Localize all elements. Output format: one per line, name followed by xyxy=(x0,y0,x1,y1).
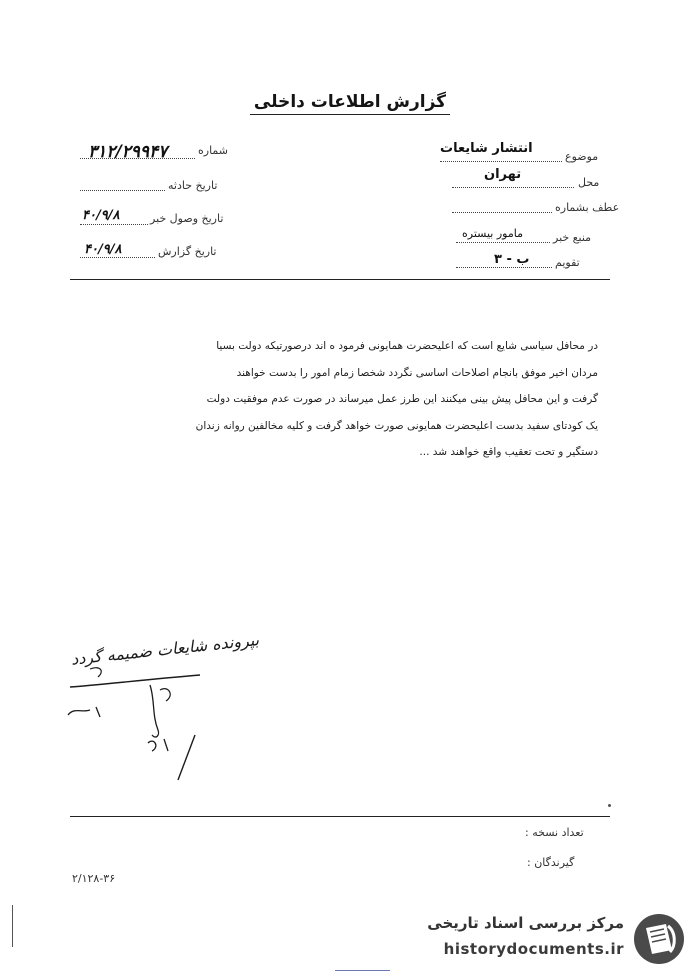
field-calendar-dots xyxy=(456,267,552,268)
footer-divider xyxy=(70,816,610,817)
field-report-date-dots xyxy=(80,257,155,258)
field-number-label: شماره xyxy=(198,144,229,157)
field-place-value: تهران xyxy=(484,167,522,182)
bottom-edge-line xyxy=(335,970,390,971)
field-received-date-label-text: تاریخ وصول خبر xyxy=(150,212,224,225)
title-text: گزارش اطلاعات داخلی xyxy=(250,92,450,115)
field-reference-dots xyxy=(452,212,552,213)
field-incident-date-dots xyxy=(80,190,165,191)
body-line: یک کودتای سفید بدست اعلیحضرت همایونی صورت خواهد گرفت و کلیه مخالفین روانه زندان xyxy=(195,419,598,432)
watermark-url: historydocuments.ir xyxy=(443,940,624,958)
field-calendar-label: تقویم xyxy=(555,256,580,269)
field-incident-date-label: تاریخ حادثه xyxy=(168,179,218,192)
margin-line xyxy=(12,905,13,947)
watermark-logo xyxy=(396,908,686,968)
field-reference-label: عطف بشماره xyxy=(555,201,620,214)
field-report-date-value: ۴۰/۹/۸ xyxy=(84,242,122,257)
field-calendar-value: ب - ۳ xyxy=(494,252,530,267)
field-subject-value: انتشار شایعات xyxy=(440,141,533,156)
reference-code: ۲/۱۲۸-۳۶ xyxy=(72,872,116,885)
field-place-label: محل xyxy=(578,176,600,189)
recipients-label: گیرندگان : xyxy=(527,856,575,869)
field-received-date-value: ۴۰/۹/۸ xyxy=(82,208,120,223)
field-subject-dots xyxy=(440,161,562,162)
field-source-value: مامور بیستره xyxy=(462,227,523,240)
field-report-date-label: تاریخ گزارش xyxy=(158,245,217,258)
field-place-dots xyxy=(452,187,574,188)
field-source-label: منبع خبر xyxy=(553,231,592,244)
field-number-value: ۳۱۲/۲۹۹۴۷ xyxy=(88,142,168,162)
document-title xyxy=(0,92,700,112)
handwritten-signature-marks xyxy=(60,655,210,785)
report-body xyxy=(98,333,598,466)
field-source-dots xyxy=(456,242,550,243)
body-line: دستگیر و تحت تعقیب واقع خواهند شد ... xyxy=(419,446,598,458)
body-line: در محافل سیاسی شایع است که اعلیحضرت همایونی فرمود ه اند درصورتیکه دولت بسیا xyxy=(216,340,598,352)
handwritten-note: بپرونده شایعات ضمیمه گردد xyxy=(70,630,260,669)
watermark-name: مرکز بررسی اسناد تاریخی xyxy=(427,914,624,932)
field-subject-label: موضوع xyxy=(565,150,599,163)
copies-label: تعداد نسخه : xyxy=(525,826,584,839)
ink-dot xyxy=(608,804,611,807)
body-line: گرفت و این محافل پیش بینی میکنند این طرز عمل میرساند در صورت عدم موفقیت دولت xyxy=(206,393,598,405)
body-line: مردان اخیر موفق بانجام اصلاحات اساسی نگردد شخصا زمام امور را بدست خواهند xyxy=(236,366,598,379)
header-divider xyxy=(70,279,610,280)
field-received-date-dots xyxy=(80,224,148,225)
archive-logo-icon xyxy=(632,912,686,966)
field-received-date-label xyxy=(150,212,223,225)
